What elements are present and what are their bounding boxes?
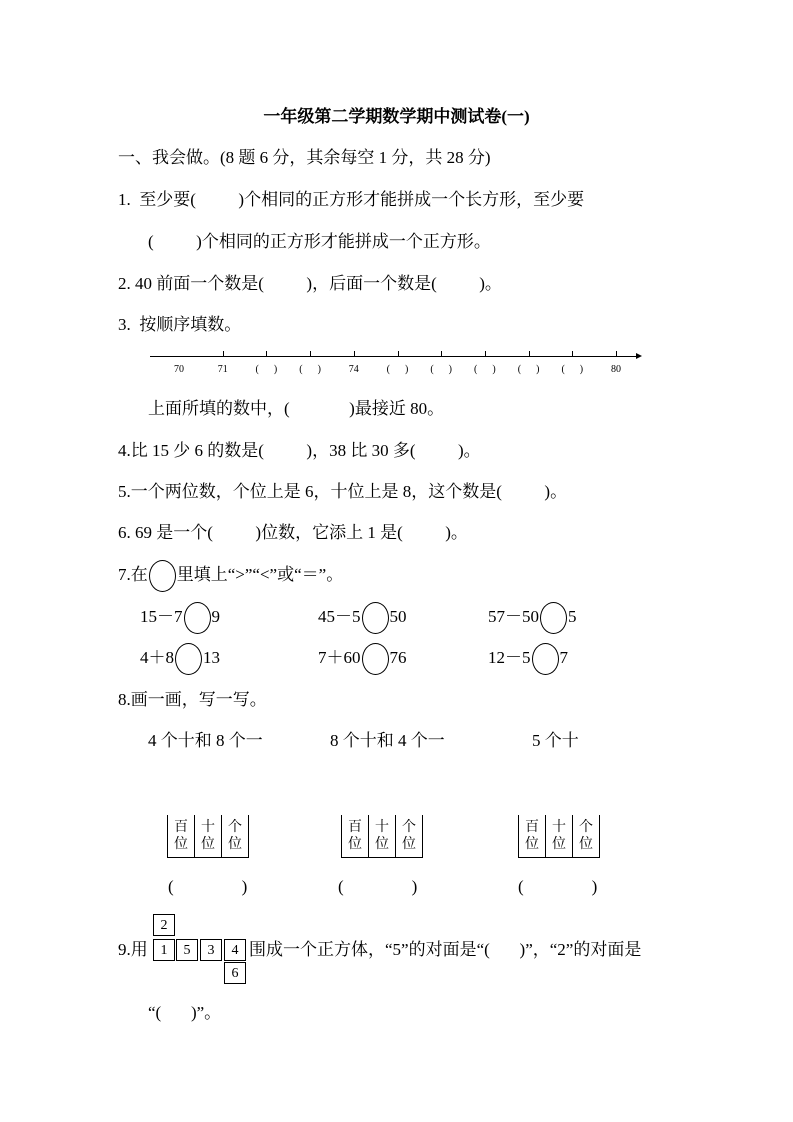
place-value-chart: [518, 815, 600, 858]
question-1-cont: ( )个相同的正方形才能拼成一个正方形。: [148, 232, 491, 251]
question-3-cont: 上面所填的数中，( )最接近 80。: [148, 399, 445, 418]
q7-suffix: 里填上“>”“<”或“＝”。: [176, 565, 344, 584]
draw-item-3: 5 个十: [532, 731, 579, 750]
place-value-column: 百 位: [168, 815, 195, 857]
net-face: 5: [176, 939, 198, 961]
tick-mark: [223, 351, 224, 356]
comparison-item: [318, 643, 407, 675]
expression-right: 7: [559, 648, 568, 667]
tick-mark: [572, 351, 573, 356]
tick-mark: [354, 351, 355, 356]
net-face: 4: [224, 939, 246, 961]
question-9: 围成一个正方体，“5”的对面是“( )”，“2”的对面是: [249, 940, 642, 959]
place-value-chart: [341, 815, 423, 858]
place-value-column: 十 位: [369, 815, 396, 857]
circle-blank: [362, 602, 389, 634]
number-line-label: 71: [217, 364, 228, 375]
expression-left: 12－5: [488, 648, 531, 667]
circle-blank: [184, 602, 211, 634]
expression-left: 15－7: [140, 607, 183, 626]
net-face: 2: [153, 914, 175, 936]
place-value-column: 十 位: [546, 815, 573, 857]
net-face: 1: [153, 939, 175, 961]
number-line-label: 80: [611, 364, 621, 375]
answer-blank-3: ( ): [518, 877, 598, 896]
number-line-label: ( ): [299, 364, 321, 375]
expression-left: 57－50: [488, 607, 539, 626]
comparison-item: [140, 602, 220, 634]
expression-right: 50: [389, 607, 407, 626]
comparison-item: [488, 643, 568, 675]
tick-mark: [441, 351, 442, 356]
comparison-item: [488, 602, 577, 634]
question-6: 6. 69 是一个( )位数，它添上 1 是( )。: [118, 523, 468, 542]
expression-right: 9: [211, 607, 220, 626]
place-value-column: 个 位: [579, 820, 593, 852]
circle-blank: [540, 602, 567, 634]
circle-blank: [532, 643, 559, 675]
number-line: [150, 356, 638, 357]
expression-left: 4＋8: [140, 648, 174, 667]
net-face: 6: [224, 962, 246, 984]
question-8: 8.画一画，写一写。: [118, 690, 267, 709]
page-title: 一年级第二学期数学期中测试卷(一): [263, 107, 530, 126]
section-heading: 一、我会做。(8 题 6 分，其余每空 1 分，共 28 分): [118, 148, 491, 167]
place-value-column: 个 位: [228, 820, 242, 852]
number-line-label: ( ): [430, 364, 453, 375]
number-line-label: ( ): [255, 364, 278, 375]
question-9-prefix: 9.用: [118, 940, 148, 959]
place-value-column: 个 位: [402, 820, 416, 852]
question-7: [118, 560, 343, 592]
expression-left: 45－5: [318, 607, 361, 626]
draw-item-2: 8 个十和 4 个一: [330, 731, 445, 750]
circle-blank: [149, 560, 176, 592]
expression-right: 76: [389, 648, 407, 667]
expression-left: 7＋60: [318, 648, 361, 667]
comparison-item: [140, 643, 220, 675]
tick-mark: [266, 351, 267, 356]
place-value-column: 十 位: [195, 815, 222, 857]
net-face: 3: [200, 939, 222, 961]
expression-right: 5: [568, 607, 577, 626]
place-value-column: 百 位: [519, 815, 546, 857]
q7-prefix: 7.在: [118, 565, 148, 584]
place-value-chart: [167, 815, 249, 858]
tick-mark: [616, 351, 617, 356]
tick-mark: [310, 351, 311, 356]
question-1: 1. 至少要( )个相同的正方形才能拼成一个长方形，至少要: [118, 190, 585, 209]
question-5: 5.一个两位数，个位上是 6，十位上是 8，这个数是( )。: [118, 482, 568, 501]
draw-item-1: 4 个十和 8 个一: [148, 731, 263, 750]
comparison-item: [318, 602, 407, 634]
question-9-cont: “( )”。: [148, 1003, 222, 1022]
number-line-label: ( ): [561, 364, 584, 375]
tick-mark: [529, 351, 530, 356]
tick-mark: [398, 351, 399, 356]
number-line-label: ( ): [474, 364, 496, 375]
answer-blank-1: ( ): [168, 877, 248, 896]
expression-right: 13: [203, 648, 220, 667]
question-3: 3. 按顺序填数。: [118, 315, 242, 334]
question-2: 2. 40 前面一个数是( )，后面一个数是( )。: [118, 274, 502, 293]
question-4: 4.比 15 少 6 的数是( )，38 比 30 多( )。: [118, 441, 481, 460]
circle-blank: [362, 643, 389, 675]
number-line-label: 74: [348, 364, 359, 375]
tick-mark: [485, 351, 486, 356]
arrow-icon: [636, 353, 642, 359]
number-line-label: ( ): [517, 364, 540, 375]
number-line-label: 70: [174, 364, 184, 375]
place-value-column: 百 位: [342, 815, 369, 857]
circle-blank: [175, 643, 202, 675]
answer-blank-2: ( ): [338, 877, 418, 896]
number-line-label: ( ): [386, 364, 409, 375]
